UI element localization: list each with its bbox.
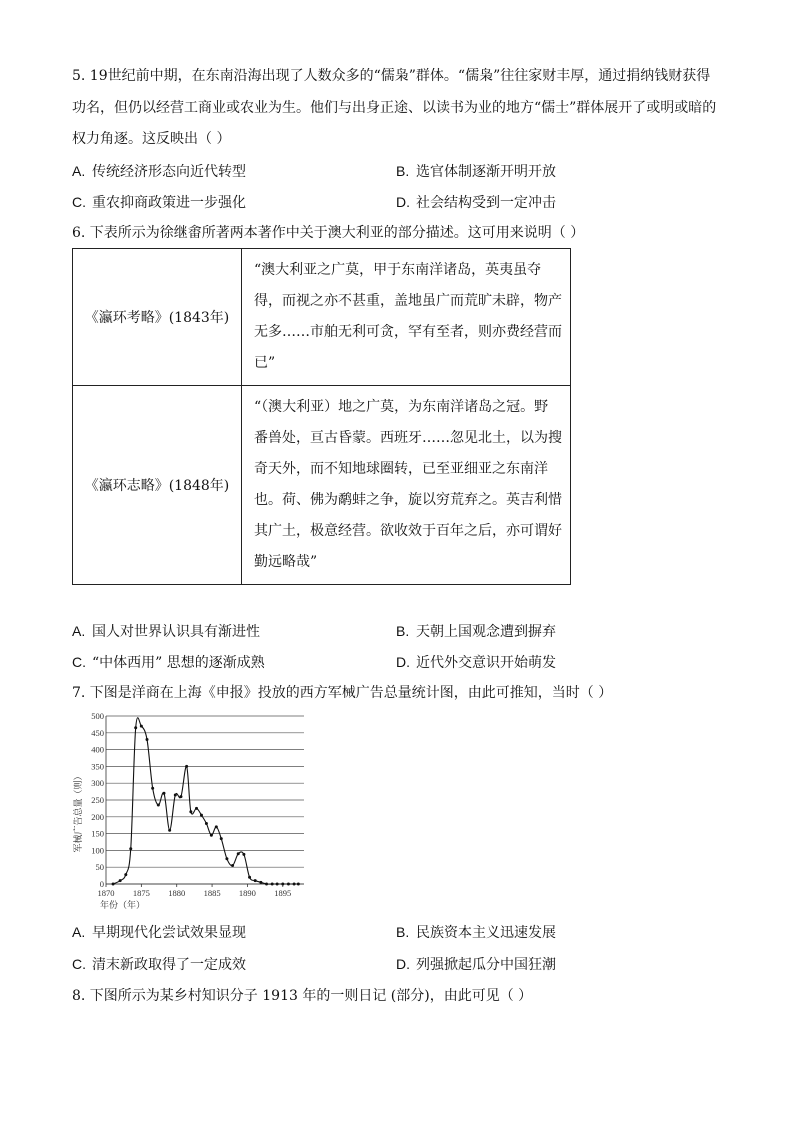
option-text: 天朝上国观念遭到摒弃: [416, 624, 556, 640]
option-label: A.: [72, 623, 86, 639]
data-point: [140, 725, 143, 728]
data-point: [287, 883, 290, 886]
option-label: D.: [396, 194, 410, 210]
data-point: [259, 881, 262, 884]
option-label: C.: [72, 194, 86, 210]
book-title-cell: 《瀛环考略》(1843年): [73, 249, 242, 386]
x-tick-label: 1895: [274, 888, 292, 898]
data-point: [174, 793, 177, 796]
question-7-stem: 7. 下图是洋商在上海《申报》投放的西方军械广告总量统计图，由此可推知，当时（ ）: [72, 685, 613, 701]
data-point: [205, 822, 208, 825]
option-label: A.: [72, 924, 86, 940]
y-tick-label: 350: [91, 761, 104, 772]
question-5-stem: 5. 19世纪前中期，在东南沿海出现了人数众多的“儒枭”群体。“儒枭”往往家财丰厚，通过捐纳钱财获得功名，但仍以经营工商业或农业为生。他们与出身正途、以读书为业的地方“儒士”群体展开了或明或暗的权力角逐。这反映出（ ）: [72, 68, 717, 147]
data-point: [200, 814, 203, 817]
data-point: [225, 857, 228, 860]
question-6-option-c[interactable]: [72, 652, 265, 672]
data-point: [162, 792, 165, 795]
option-text: 列强掀起瓜分中国狂潮: [416, 957, 556, 973]
question-8-stem: 8. 下图所示为某乡村知识分子 1913 年的一则日记 (部分)，由此可见（ ）: [72, 988, 533, 1004]
data-point: [271, 883, 274, 886]
y-tick-label: 400: [91, 744, 104, 755]
table-row: [73, 249, 571, 386]
y-tick-label: 0: [99, 879, 104, 889]
data-point: [265, 883, 268, 886]
question-6-option-d[interactable]: [396, 652, 556, 672]
quote-cell: “（澳大利亚）地之广莫，为东南洋诸岛之冠。野番兽处，亘古昏蒙。西班牙……忽见北土，以为搜奇天外，而不知地球圈转，已至亚细亚之东南洋也。荷、佛为鹬蚌之争，旋以穷荒弃之。英吉利惜其广土，极意经营。欲收效于百年之后，亦可谓好勤远略哉”: [242, 386, 571, 585]
question-6-option-a[interactable]: [72, 621, 260, 641]
chart-grid: [106, 716, 304, 884]
source-table: [72, 248, 571, 585]
question-6-stem: 6. 下表所示为徐继畬所著两本著作中关于澳大利亚的部分描述。这可用来说明（ ）: [72, 225, 585, 241]
question-7-option-c[interactable]: [72, 954, 246, 974]
data-point: [179, 795, 182, 798]
data-point: [254, 879, 257, 882]
option-label: C.: [72, 654, 86, 670]
question-6-option-b[interactable]: [396, 621, 556, 641]
data-point: [297, 883, 300, 886]
y-tick-label: 200: [91, 811, 104, 822]
option-label: B.: [396, 924, 410, 940]
option-text: 民族资本主义迅速发展: [416, 925, 556, 941]
data-point: [146, 738, 149, 741]
question-7-option-d[interactable]: [396, 954, 556, 974]
option-text: 重农抑商政策进一步强化: [92, 195, 246, 211]
table-row: [73, 386, 571, 585]
data-point: [242, 853, 245, 856]
option-text: 社会结构受到一定冲击: [416, 195, 556, 211]
option-label: A.: [72, 163, 86, 179]
data-point: [293, 883, 296, 886]
x-tick-label: 1875: [132, 888, 150, 898]
option-text: 清末新政取得了一定成效: [92, 957, 246, 973]
arms-ad-line-chart: [72, 708, 308, 910]
x-tick-label: 1880: [168, 888, 186, 898]
x-tick-label: 1885: [203, 888, 221, 898]
data-point: [129, 847, 132, 850]
data-point: [185, 765, 188, 768]
option-label: B.: [396, 623, 410, 639]
option-text: 国人对世界认识具有渐进性: [92, 624, 260, 640]
data-point: [248, 876, 251, 879]
data-point: [112, 883, 115, 886]
question-5-option-d[interactable]: [396, 192, 556, 212]
chart-ticks: [91, 711, 291, 898]
option-text: 传统经济形态向近代转型: [92, 164, 246, 180]
option-text: 选官体制逐渐开明开放: [416, 164, 556, 180]
series-line: [113, 718, 298, 884]
y-tick-label: 500: [91, 711, 104, 721]
data-point: [124, 873, 127, 876]
option-text: “中体西用” 思想的逐渐成熟: [92, 655, 265, 671]
data-point: [281, 883, 284, 886]
data-point: [215, 825, 218, 828]
data-point: [220, 837, 223, 840]
option-label: D.: [396, 956, 410, 972]
data-point: [189, 810, 192, 813]
option-label: D.: [396, 654, 410, 670]
quote-cell: “澳大利亚之广莫，甲于东南洋诸岛，英夷虽夺得，而视之亦不甚重，盖地虽广而荒旷未辟，物产无多……市舶无利可贪，罕有至者，则亦费经营而已”: [242, 249, 571, 386]
data-point: [168, 829, 171, 832]
y-tick-label: 50: [95, 862, 104, 873]
data-point: [134, 726, 137, 729]
option-text: 近代外交意识开始萌发: [416, 655, 556, 671]
data-point: [151, 787, 154, 790]
question-5-option-c[interactable]: [72, 192, 246, 212]
chart-series: [112, 718, 300, 886]
book-title-cell: 《瀛环志略》(1848年): [73, 386, 242, 585]
y-tick-label: 150: [91, 828, 104, 839]
data-point: [157, 804, 160, 807]
data-point: [237, 852, 240, 855]
data-point: [210, 834, 213, 837]
x-axis-label: 年份（年）: [100, 900, 146, 910]
y-tick-label: 450: [91, 727, 104, 738]
data-point: [195, 807, 198, 810]
x-tick-label: 1870: [97, 888, 115, 898]
option-label: B.: [396, 163, 410, 179]
option-label: C.: [72, 956, 86, 972]
y-tick-label: 100: [91, 845, 104, 856]
question-7-option-b[interactable]: [396, 922, 556, 942]
x-tick-label: 1890: [238, 888, 256, 898]
data-point: [231, 864, 234, 867]
question-5-option-a[interactable]: [72, 161, 246, 181]
data-point: [276, 883, 279, 886]
question-5-option-b[interactable]: [396, 161, 556, 181]
option-text: 早期现代化尝试效果显现: [92, 925, 246, 941]
chart-axes: [106, 716, 304, 887]
question-7-option-a[interactable]: [72, 922, 246, 942]
y-axis-label: 军械广告总量（则）: [73, 771, 83, 853]
y-tick-label: 250: [91, 795, 104, 805]
y-tick-label: 300: [91, 778, 104, 789]
data-point: [119, 879, 122, 882]
